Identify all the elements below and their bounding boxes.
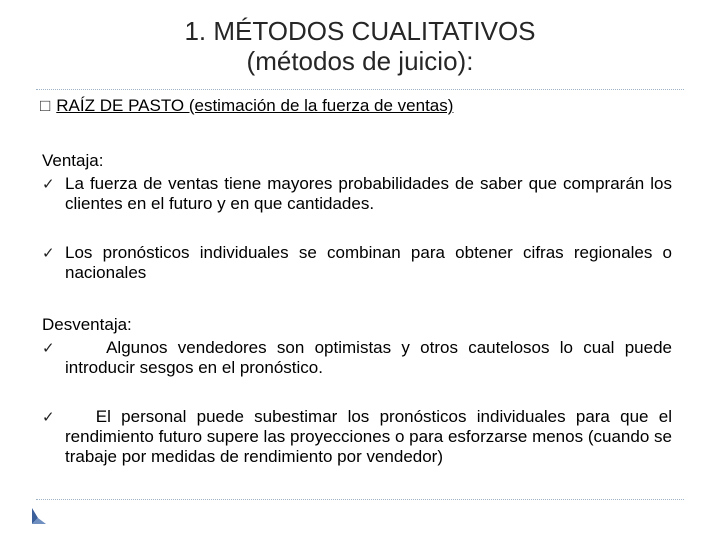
slide-title-line-2: (métodos de juicio): bbox=[246, 46, 474, 76]
checkmark-icon: ✓ bbox=[42, 408, 55, 426]
ventaja-item-1 bbox=[42, 174, 672, 214]
desventaja-label: Desventaja: bbox=[42, 315, 132, 334]
section-heading bbox=[40, 95, 453, 117]
slide-title-line-1: 1. MÉTODOS CUALITATIVOS bbox=[184, 16, 536, 46]
top-divider bbox=[36, 89, 684, 90]
bottom-divider bbox=[36, 499, 684, 500]
slide-corner-arrow-icon bbox=[28, 504, 50, 526]
checkmark-icon: ✓ bbox=[42, 339, 55, 357]
checkmark-icon: ✓ bbox=[42, 175, 55, 193]
square-bullet-icon: □ bbox=[40, 96, 51, 115]
ventaja-item-2-text: Los pronósticos individuales se combinan para obtener cifras regionales o nacionales bbox=[65, 243, 672, 282]
slide-title bbox=[0, 16, 720, 76]
ventaja-item-1-text: La fuerza de ventas tiene mayores probabilidades de saber que comprarán los clientes en el futuro y en que cantidades. bbox=[65, 174, 672, 213]
desventaja-item-2 bbox=[42, 407, 677, 467]
checkmark-icon: ✓ bbox=[42, 244, 55, 262]
ventaja-item-2 bbox=[42, 243, 672, 283]
desventaja-item-1-text: Algunos vendedores son optimistas y otros cautelosos lo cual puede introducir sesgos en el pronóstico. bbox=[65, 338, 677, 377]
desventaja-item-1 bbox=[42, 338, 677, 378]
section-heading-text: RAÍZ DE PASTO (estimación de la fuerza de ventas) bbox=[56, 96, 454, 115]
desventaja-item-2-text: El personal puede subestimar los pronósticos individuales para que el rendimiento futuro supere las proyecciones o para esforzarse menos (cuando se trabaje por medidas de rendimiento por vendedor) bbox=[65, 407, 677, 466]
ventaja-label: Ventaja: bbox=[42, 151, 104, 170]
